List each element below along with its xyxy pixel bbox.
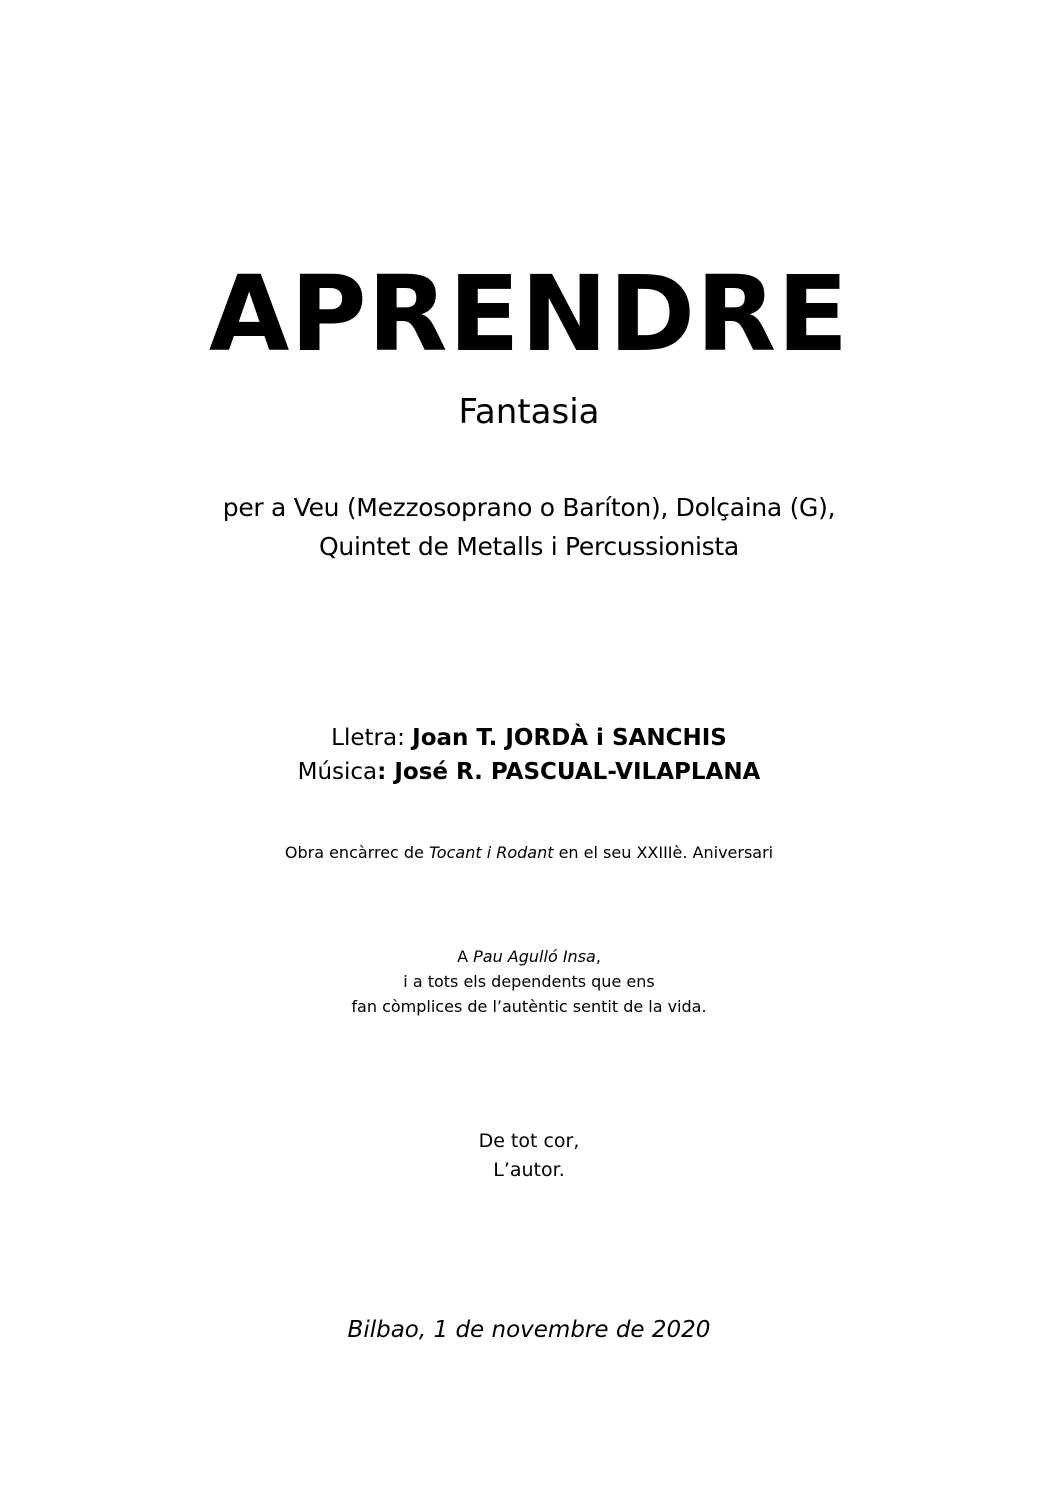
commission-ensemble: Tocant i Rodant — [429, 843, 554, 862]
lyrics-credit — [0, 722, 1058, 754]
dedication-line-1 — [0, 945, 1058, 969]
dedication-line-3: fan còmplices de l’autèntic sentit de la vida. — [351, 997, 707, 1016]
work-title: APRENDRE — [208, 253, 850, 375]
work-subtitle: Fantasia — [458, 392, 600, 432]
music-author: : José R. PASCUAL-VILAPLANA — [377, 759, 761, 785]
instrumentation-line-2: Quintet de Metalls i Percussionista — [319, 532, 739, 561]
commission-prefix: Obra encàrrec de — [284, 843, 429, 862]
closing-signature: L’autor. — [493, 1159, 565, 1181]
closing-line-1: De tot cor, — [478, 1130, 580, 1152]
instrumentation-line-1: per a Veu (Mezzosoprano o Baríton), Dolçaina (G), — [222, 493, 836, 522]
dedication-suffix: , — [595, 947, 601, 966]
dedication-prefix: A — [457, 947, 474, 966]
dedicatee-name: Pau Agulló Insa — [473, 947, 596, 966]
place-and-date: Bilbao, 1 de novembre de 2020 — [347, 1317, 711, 1343]
lyrics-label: Lletra: — [331, 725, 405, 751]
lyrics-author: Joan T. JORDÀ i SANCHIS — [412, 725, 727, 751]
music-label: Música — [297, 759, 378, 785]
music-credit — [0, 756, 1058, 788]
commission-note — [0, 842, 1058, 864]
dedication-line-2: i a tots els dependents que ens — [403, 972, 655, 991]
commission-suffix: en el seu XXIIIè. Aniversari — [553, 843, 774, 862]
